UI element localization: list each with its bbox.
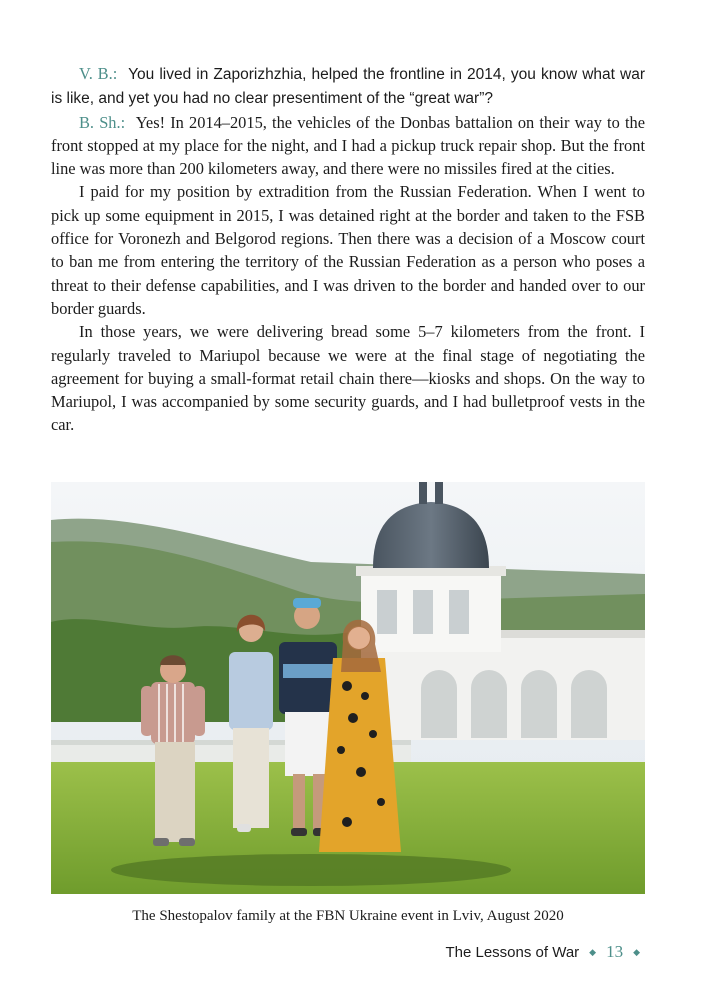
diamond-ornament-icon: ◆ (633, 946, 640, 957)
running-footer-title: The Lessons of War (445, 943, 580, 961)
paragraph-1 (51, 62, 645, 111)
page-footer (445, 942, 640, 962)
paragraph-text: Yes! In 2014–2015, the vehicles of the Donbas battalion on their way to the front stopped at my place for the night, and I had a pickup truck repair shop. But the front line was more than 200 kilometers away, and there were no missiles fired at the cities. (51, 112, 645, 179)
paragraph-4: In those years, we were delivering bread some 5–7 kilometers from the front. I regularly traveled to Mariupol because we were at the final stage of negotiating the agreement for buying a small-format retail chain there—kiosks and shops. On the way to Mariupol, I was accompanied by some security guards, and I had bulletproof vests in the car. (51, 322, 645, 435)
paragraph-2 (51, 111, 645, 181)
paragraph-text: You lived in Zaporizhzhia, helped the frontline in 2014, you know what war is like, and yet you had no clear presentiment of the “great war”? (51, 66, 645, 108)
body-text (51, 62, 645, 437)
page-number: 13 (606, 942, 624, 961)
photo-caption: The Shestopalov family at the FBN Ukraine event in Lviv, August 2020 (132, 908, 564, 924)
paragraph-3: I paid for my position by extradition from the Russian Federation. When I went to pick up some equipment in 2015, I was detained right at the border and taken to the FSB office for Voronezh and Belgorod regions. Then there was a decision of a Moscow court to ban me from entering the territory of the Russian Federation as a person who poses a threat to their defense capabilities, and I was driven to the border and handed over to our border guards. (51, 182, 645, 318)
speaker-label: B. Sh.: (79, 112, 126, 132)
family-photo (51, 482, 645, 894)
diamond-ornament-icon: ◆ (589, 946, 597, 957)
speaker-label: V. B.: (79, 64, 118, 83)
